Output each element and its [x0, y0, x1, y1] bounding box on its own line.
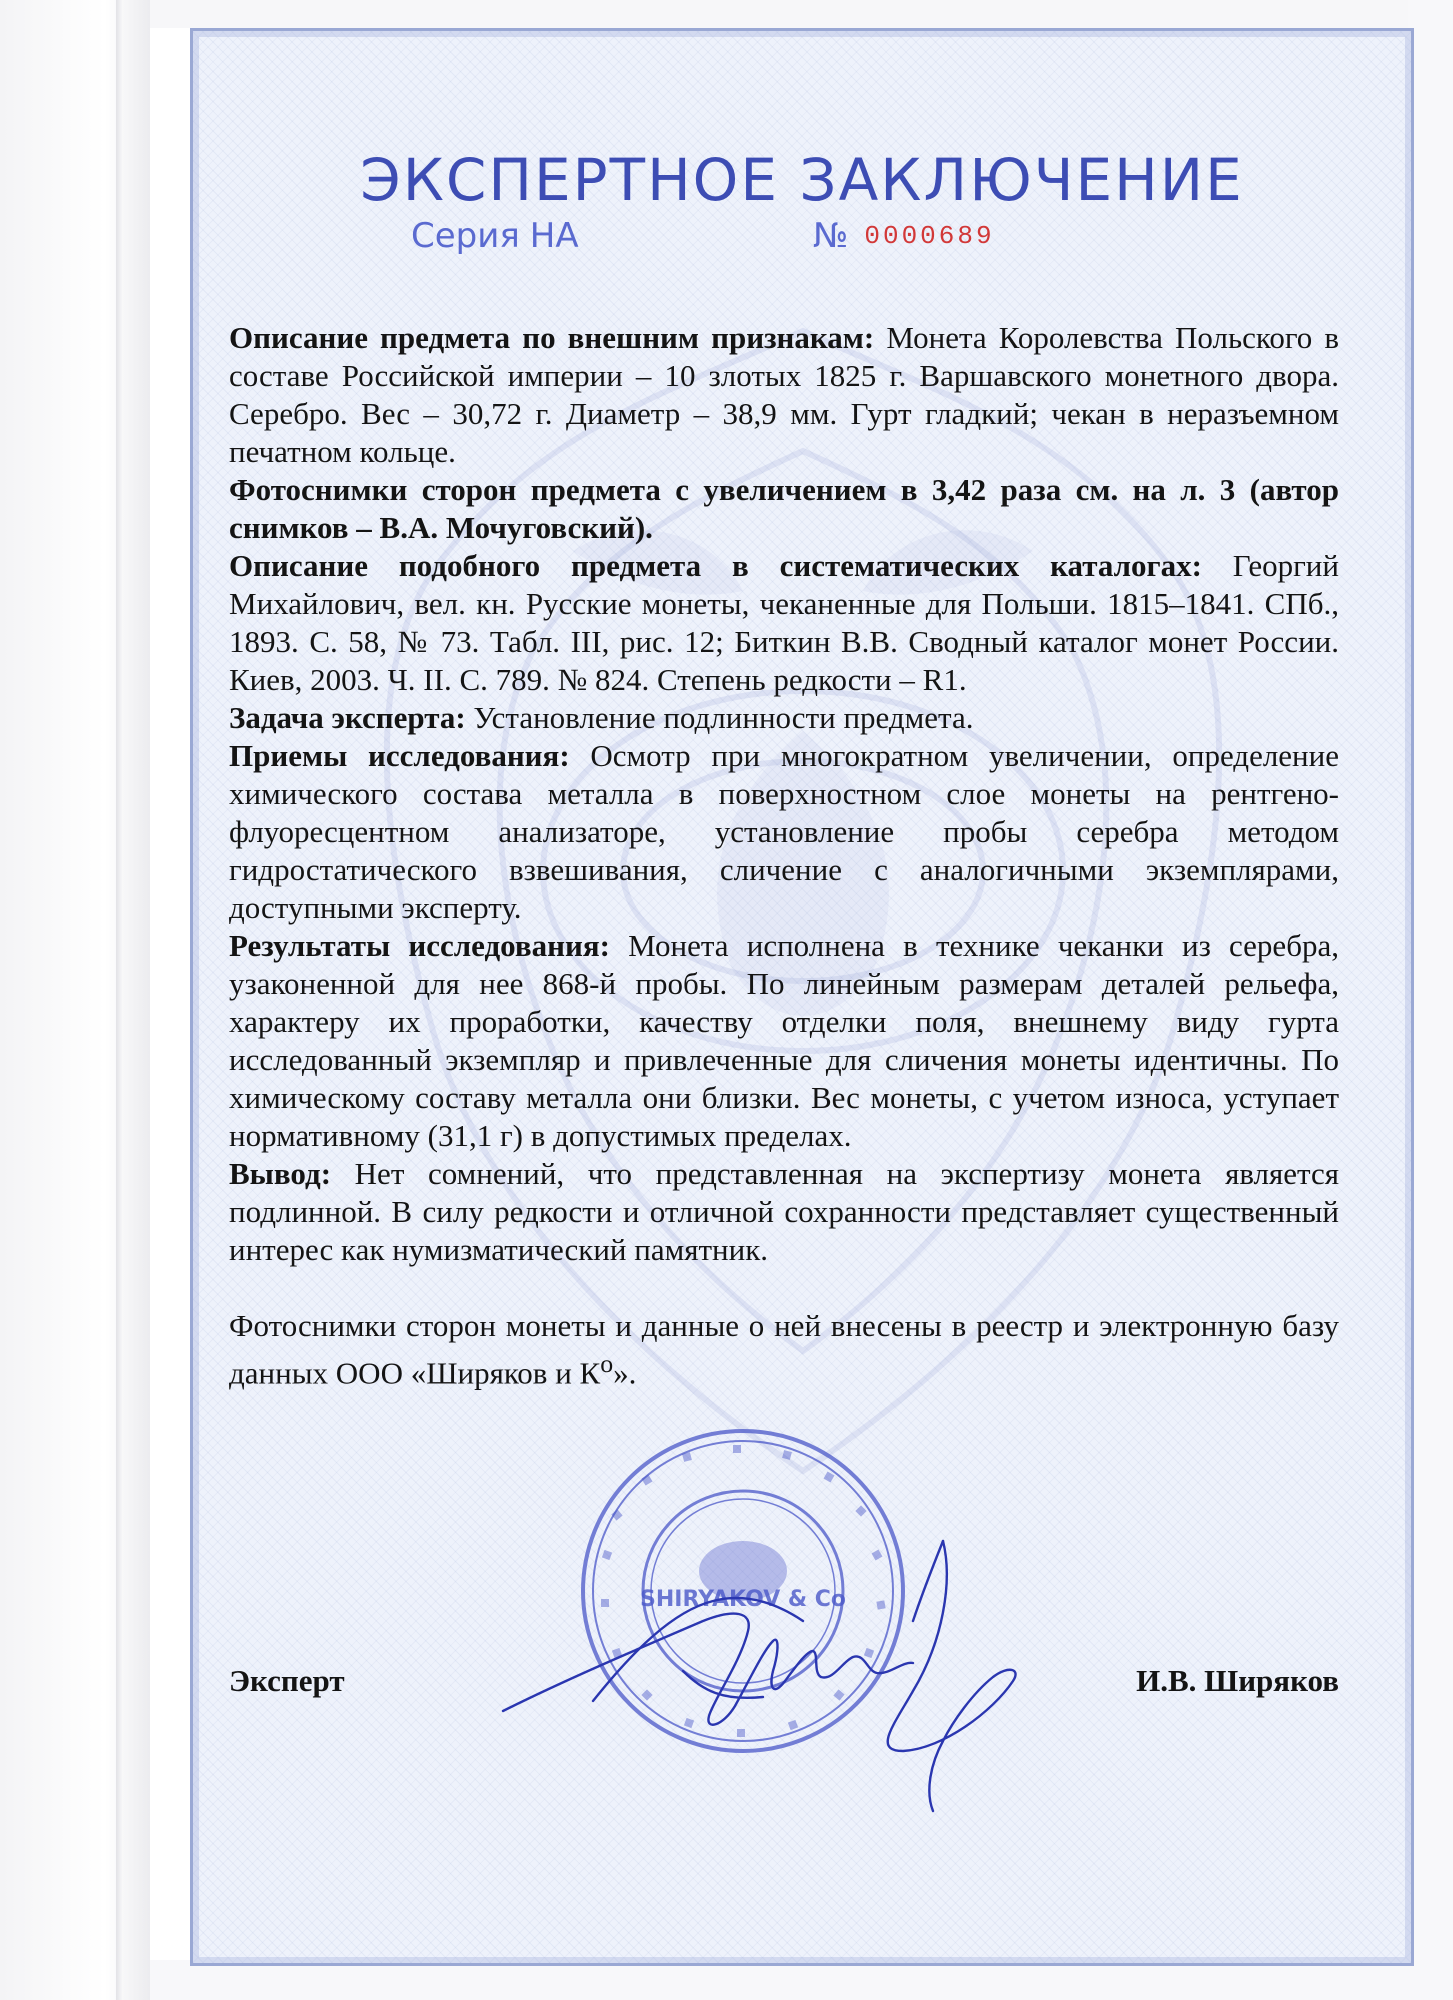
description-text: Монета Королевства Польского в составе Российской империи – 10 злотых 1825 г. Варшавского монетного двора. Серебро. Вес – 30,72 г. Диаметр – 38,9 мм. Гурт гладкий; чекан в неразъемном печатном кольце. — [229, 320, 1339, 469]
methods-paragraph — [229, 737, 1339, 927]
catalogs-text: Георгий Михайлович, вел. кн. Русские монеты, чеканенные для Польши. 1815–1841. СПб., 1893. С. 58, № 73. Табл. III, рис. 12; Биткин В.В. Сводный каталог монет России. Киев, 2003. Ч. II. С. 789. № 824. Степень редкости – R1. — [229, 548, 1339, 697]
number-value: 0000689 — [864, 221, 995, 251]
seal-text: SHIRYAKOV & Co — [640, 1587, 846, 1612]
conclusion-text: Нет сомнений, что представленная на экспертизу монета является подлинной. В силу редкости и отличной сохранности представляет существенный интерес как нумизматический памятник. — [229, 1156, 1339, 1267]
registry-paragraph — [229, 1307, 1339, 1392]
binding-edge — [0, 0, 150, 2000]
description-paragraph — [229, 319, 1339, 471]
methods-text: Осмотр при многократном увеличении, определение химического состава металла в поверхностном слое монеты на рентгено-флуоресцентном анализаторе, установление пробы серебра методом гидростатического взвешивания, сличение с аналогичными экземплярами, доступными эксперту. — [229, 738, 1339, 925]
results-label: Результаты исследования: — [229, 928, 610, 963]
number-label: № — [813, 216, 849, 256]
document-title: ЭКСПЕРТНОЕ ЗАКЛЮЧЕНИЕ — [360, 146, 1244, 214]
catalogs-label: Описание подобного предмета в систематических каталогах: — [229, 548, 1202, 583]
certificate-sheet — [190, 28, 1414, 1966]
page-top-margin — [150, 0, 1453, 28]
registry-suffix: ». — [613, 1355, 637, 1391]
registry-superscript: о — [600, 1349, 614, 1378]
series-label: Серия — [411, 216, 520, 256]
description-label: Описание предмета по внешним признакам: — [229, 320, 875, 355]
catalogs-paragraph — [229, 547, 1339, 699]
results-paragraph — [229, 927, 1339, 1155]
conclusion-label: Вывод: — [229, 1156, 332, 1191]
series-value: НА — [529, 216, 579, 256]
page-bottom-margin — [150, 1960, 1453, 2000]
photos-text: Фотоснимки сторон предмета с увеличением в 3,42 раза см. на л. 3 (автор снимков – В.А. Мочуговский). — [229, 472, 1339, 545]
methods-label: Приемы исследования: — [229, 738, 570, 773]
task-label: Задача эксперта: — [229, 700, 466, 735]
task-text: Установление подлинности предмета. — [465, 700, 974, 735]
results-text: Монета исполнена в технике чеканки из серебра, узаконенной для нее 868-й пробы. По линейным размерам деталей рельефа, характеру их проработки, качеству отделки поля, внешнему виду гурта исследованный экземпляр и привлеченные для сличения монеты идентичны. По химическому составу металла они близки. Вес монеты, с учетом износа, уступает нормативному (31,1 г) в допустимых пределах. — [229, 928, 1339, 1153]
conclusion-paragraph — [229, 1155, 1339, 1269]
paragraph-spacer — [229, 1269, 1339, 1307]
certificate-body — [229, 319, 1339, 1392]
page-right-margin — [1408, 0, 1453, 2000]
number-field — [813, 216, 995, 256]
photos-paragraph — [229, 471, 1339, 547]
expert-name: И.В. Ширяков — [1136, 1663, 1339, 1698]
expert-label: Эксперт — [229, 1663, 345, 1698]
signature-row — [229, 1663, 1339, 1723]
task-paragraph — [229, 699, 1339, 737]
registry-text: Фотоснимки сторон монеты и данные о ней внесены в реестр и электронную базу данных ООО «Ширяков и К — [229, 1308, 1339, 1391]
series-field — [411, 216, 579, 256]
